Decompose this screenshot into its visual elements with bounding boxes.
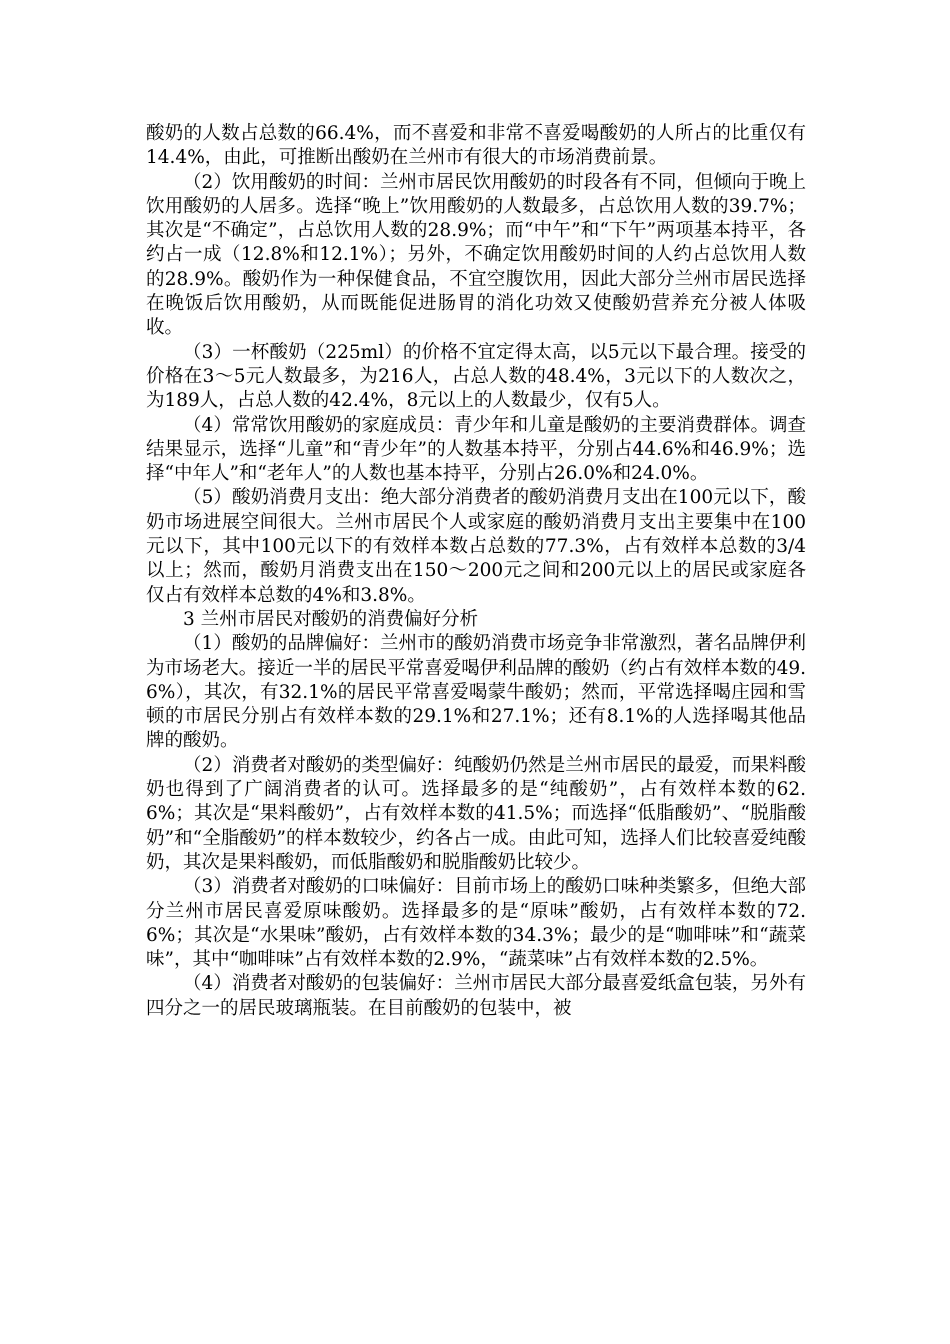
paragraph-continuation: 酸奶的人数占总数的66.4%，而不喜爱和非常不喜爱喝酸奶的人所占的比重仅有14.4%，由此，可推断出酸奶在兰州市有很大的市场消费前景。	[146, 123, 806, 169]
paragraph-price: （3）一杯酸奶（225ml）的价格不宜定得太高，以5元以下最合理。接受的价格在3～5元人数最多，为216人，占总人数的48.4%，3元以下的人数次之，为189人，占总人数的42.4%，8元以上的人数最少，仅有5人。	[146, 341, 806, 412]
paragraph-monthly-spending: （5）酸奶消费月支出：绝大部分消费者的酸奶消费月支出在100元以下，酸奶市场进展空间很大。兰州市居民个人或家庭的酸奶消费月支出主要集中在100元以下，其中100元以下的有效样本数占总数的77.3%，占有效样本总数的3/4以上；然而，酸奶月消费支出在150～200元之间和200元以上的居民或家庭各仅占有效样本总数的4%和3.8%。	[146, 487, 806, 606]
paragraph-drinking-time: （2）饮用酸奶的时间：兰州市居民饮用酸奶的时段各有不同，但倾向于晚上饮用酸奶的人居多。选择“晚上”饮用酸奶的人数最多，占总饮用人数的39.7%；其次是“不确定”，占总饮用人数的28.9%；而“中午”和“下午”两项基本持平，各约占一成（12.8%和12.1%）；另外，不确定饮用酸奶时间的人约占总饮用人数的28.9%。酸奶作为一种保健食品，不宜空腹饮用，因此大部分兰州市居民选择在晚饭后饮用酸奶，从而既能促进肠胃的消化功效又使酸奶营养充分被人体吸收。	[146, 171, 806, 339]
paragraph-type-preference: （2）消费者对酸奶的类型偏好：纯酸奶仍然是兰州市居民的最爱，而果料酸奶也得到了广阔消费者的认可。选择最多的是“纯酸奶”，占有效样本数的62.6%；其次是“果料酸奶”，占有效样本数的41.5%；而选择“低脂酸奶”、“脱脂酸奶”和“全脂酸奶”的样本数较少，约各占一成。由此可知，选择人们比较喜爱纯酸奶，其次是果料酸奶，而低脂酸奶和脱脂酸奶比较少。	[146, 754, 806, 873]
document-page	[146, 122, 806, 1021]
paragraph-flavor-preference: （3）消费者对酸奶的口味偏好：目前市场上的酸奶口味种类繁多，但绝大部分兰州市居民喜爱原味酸奶。选择最多的是“原味”酸奶，占有效样本数的72.6%；其次是“水果味”酸奶，占有效样本数的34.3%；最少的是“咖啡味”和“蔬菜味”，其中“咖啡味”占有效样本数的2.9%，“蔬菜味”占有效样本数的2.5%。	[146, 876, 806, 971]
paragraph-brand-preference: （1）酸奶的品牌偏好：兰州市的酸奶消费市场竞争非常激烈，著名品牌伊利为市场老大。接近一半的居民平常喜爱喝伊利品牌的酸奶（约占有效样本数的49.6%），其次，有32.1%的居民平常喜爱喝蒙牛酸奶；然而，平常选择喝庄园和雪顿的市居民分别占有效样本数的29.1%和27.1%；还有8.1%的人选择喝其他品牌的酸奶。	[146, 633, 806, 752]
paragraph-family-members: （4）常常饮用酸奶的家庭成员：青少年和儿童是酸奶的主要消费群体。调查结果显示，选择“儿童”和“青少年”的人数基本持平，分别占44.6%和46.9%；选择“中年人”和“老年人”的人数也基本持平，分别占26.0%和24.0%。	[146, 414, 806, 485]
section-heading: 3 兰州市居民对酸奶的消费偏好分析	[183, 608, 479, 630]
paragraph-packaging-preference: （4）消费者对酸奶的包装偏好：兰州市居民大部分最喜爱纸盒包装，另外有四分之一的居民玻璃瓶装。在目前酸奶的包装中，被	[146, 973, 806, 1019]
